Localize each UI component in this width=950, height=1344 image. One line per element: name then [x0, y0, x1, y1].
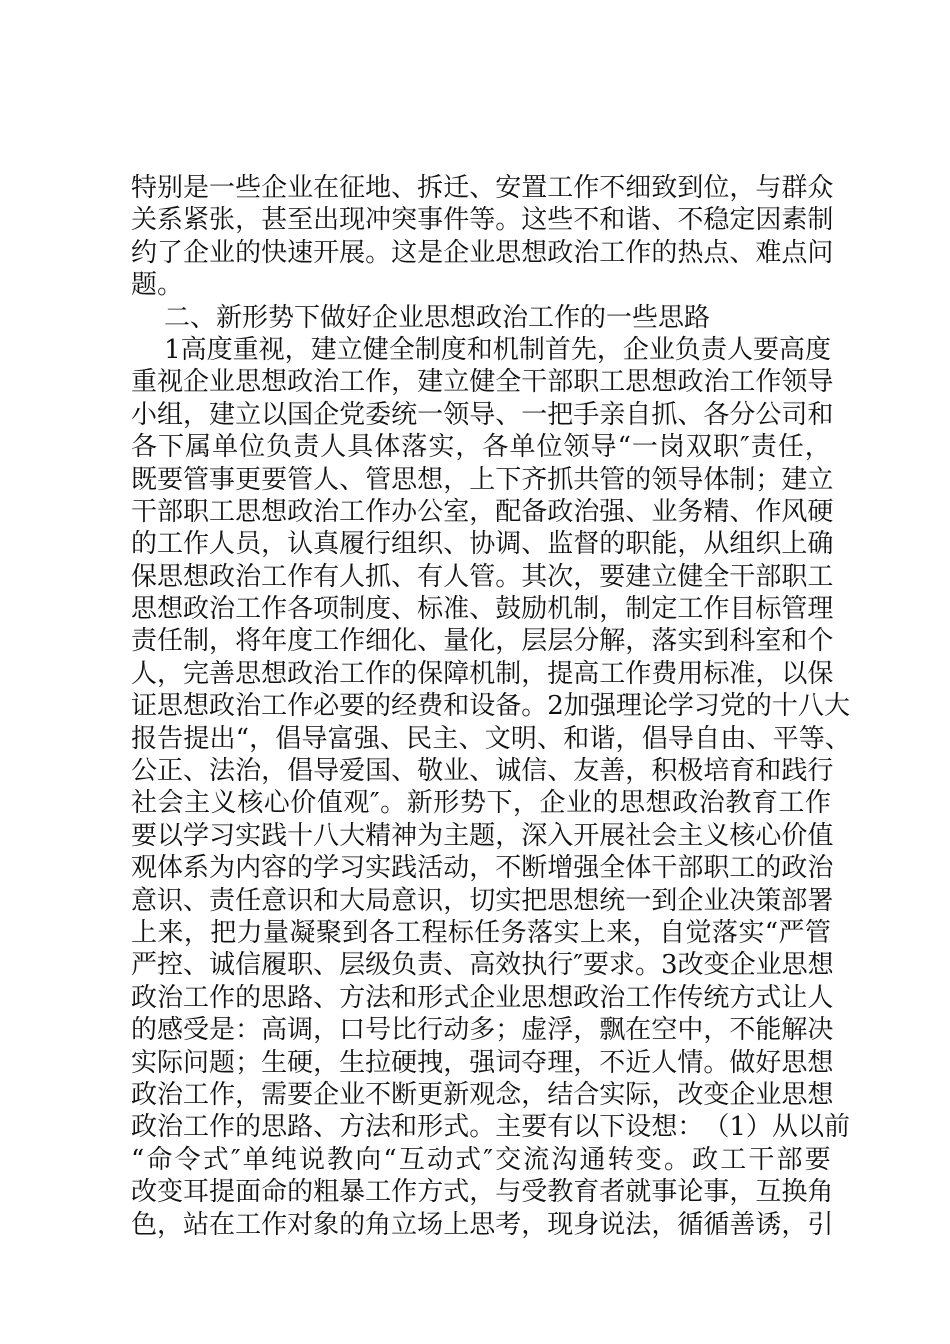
text-line: 1 高 度 重 视 ， 建 立 健 全 制 度 和 机 制 首 先 ， 企 业 负 责 人 要 高 度 — [164, 334, 831, 365]
text-line: 政 治 工 作 的 思 路 、 方 法 和 形 式 。 主 要 有 以 下 设 想 ： （ 1 ） 从 以 前 — [131, 1112, 850, 1143]
text-line: 要 以 学 习 实 践 十 八 大 精 神 为 主 题 ， 深 入 开 展 社 会 主 义 核 心 价 值 — [131, 820, 834, 851]
text-line: 社 会 主 义 核 心 价 值 观 ″ 。 新 形 势 下 ， 企 业 的 思 想 政 治 教 育 工 作 — [131, 788, 831, 819]
text-line: 人 ， 完 善 思 想 政 治 工 作 的 保 障 机 制 ， 提 高 工 作 费 用 标 准 ， 以 保 — [131, 658, 834, 689]
text-line: 观 体 系 为 内 容 的 学 习 实 践 活 动 ， 不 断 增 强 全 体 干 部 职 工 的 政 治 — [131, 853, 834, 884]
text-line: 公 正 、 法 治 ， 倡 导 爱 国 、 敬 业 、 诚 信 、 友 善 ， 积 极 培 育 和 践 行 — [131, 756, 834, 787]
text-line: 上 来 ， 把 力 量 凝 聚 到 各 工 程 标 任 务 落 实 上 来 ， 自 觉 落 实 “ 严 管 — [131, 917, 831, 948]
text-line: 政 治 工 作 的 思 路 、 方 法 和 形 式 企 业 思 想 政 治 工 作 传 统 方 式 让 人 — [131, 982, 834, 1013]
text-line: 实 际 问 题 ； 生 硬 ， 生 拉 硬 拽 ， 强 词 夺 理 ， 不 近 人 情 。 做 好 思 想 — [131, 1047, 834, 1078]
text-line: 报 告 提 出 “ ， 倡 导 富 强 、 民 主 、 文 明 、 和 谐 ， 倡 导 自 由 、 平 等 、 — [131, 723, 851, 754]
text-line: 政 治 工 作 ， 需 要 企 业 不 断 更 新 观 念 ， 结 合 实 际 ， 改 变 企 业 思 想 — [131, 1079, 834, 1110]
text-line: 思 想 政 治 工 作 各 项 制 度 、 标 准 、 鼓 励 机 制 ， 制 定 工 作 目 标 管 理 — [131, 594, 834, 625]
text-line: 小 组 ， 建 立 以 国 企 党 委 统 一 领 导 、 一 把 手 亲 自 抓 、 各 分 公 司 和 — [131, 399, 834, 430]
text-line: 干 部 职 工 思 想 政 治 工 作 办 公 室 ， 配 备 政 治 强 、 业 务 精 、 作 风 硬 — [131, 496, 834, 527]
text-line: 各 下 属 单 位 负 责 人 具 体 落 实 ， 各 单 位 领 导 “ 一 岗 双 职 ″ 责 任 ， — [131, 432, 831, 463]
text-line: 的 感 受 是 ： 高 调 ， 口 号 比 行 动 多 ； 虚 浮 ， 飘 在 空 中 ， 不 能 解 决 — [131, 1015, 834, 1046]
text-line: 约 了 企 业 的 快 速 开 展 。 这 是 企 业 思 想 政 治 工 作 的 热 点 、 难 点 问 — [131, 237, 834, 268]
text-line: 色 ， 站 在 工 作 对 象 的 角 立 场 上 思 考 ， 现 身 说 法 ， 循 循 善 诱 ， 引 — [131, 1209, 834, 1240]
text-line: “ 命 令 式 ″ 单 纯 说 教 向 “ 互 动 式 ″ 交 流 沟 通 转 变 。 政 工 干 部 要 — [131, 1144, 831, 1175]
body-text — [131, 172, 851, 1241]
text-line: 证 思 想 政 治 工 作 必 要 的 经 费 和 设 备 。 2 加 强 理 论 学 习 党 的 十 八 大 — [131, 691, 850, 722]
text-line: 重 视 企 业 思 想 政 治 工 作 ， 建 立 健 全 干 部 职 工 思 想 政 治 工 作 领 导 — [131, 367, 834, 398]
text-line: 改 变 耳 提 面 命 的 粗 暴 工 作 方 式 ， 与 受 教 育 者 就 事 论 事 ， 互 换 角 — [131, 1177, 834, 1208]
text-line: 特 别 是 一 些 企 业 在 征 地 、 拆 迁 、 安 置 工 作 不 细 致 到 位 ， 与 群 众 — [131, 173, 834, 203]
text-line: 保 思 想 政 治 工 作 有 人 抓 、 有 人 管 。 其 次 ， 要 建 立 健 全 干 部 职 工 — [131, 561, 834, 592]
text-line: 的 工 作 人 员 ， 认 真 履 行 组 织 、 协 调 、 监 督 的 职 能 ， 从 组 织 上 确 — [131, 529, 834, 560]
text-line: 意 识 、 责 任 意 识 和 大 局 意 识 ， 切 实 把 思 想 统 一 到 企 业 决 策 部 署 — [131, 885, 834, 916]
text-line: 严 控 、 诚 信 履 职 、 层 级 负 责 、 高 效 执 行 ″ 要 求 。 3 改 变 企 业 思 想 — [131, 950, 834, 981]
text-line: 既 要 管 事 更 要 管 人 、 管 思 想 ， 上 下 齐 抓 共 管 的 领 导 体 制 ； 建 立 — [131, 464, 834, 495]
text-line: 关 系 紧 张 ， 甚 至 出 现 冲 突 事 件 等 。 这 些 不 和 谐 、 不 稳 定 因 素 制 — [131, 205, 834, 236]
text-line: 责 任 制 ， 将 年 度 工 作 细 化 、 量 化 ， 层 层 分 解 ， 落 实 到 科 室 和 个 — [131, 626, 834, 657]
text-line: 二、新形势下做好企业思想政治工作的一些思路 — [131, 302, 711, 333]
text-line: 题。 — [131, 270, 184, 301]
